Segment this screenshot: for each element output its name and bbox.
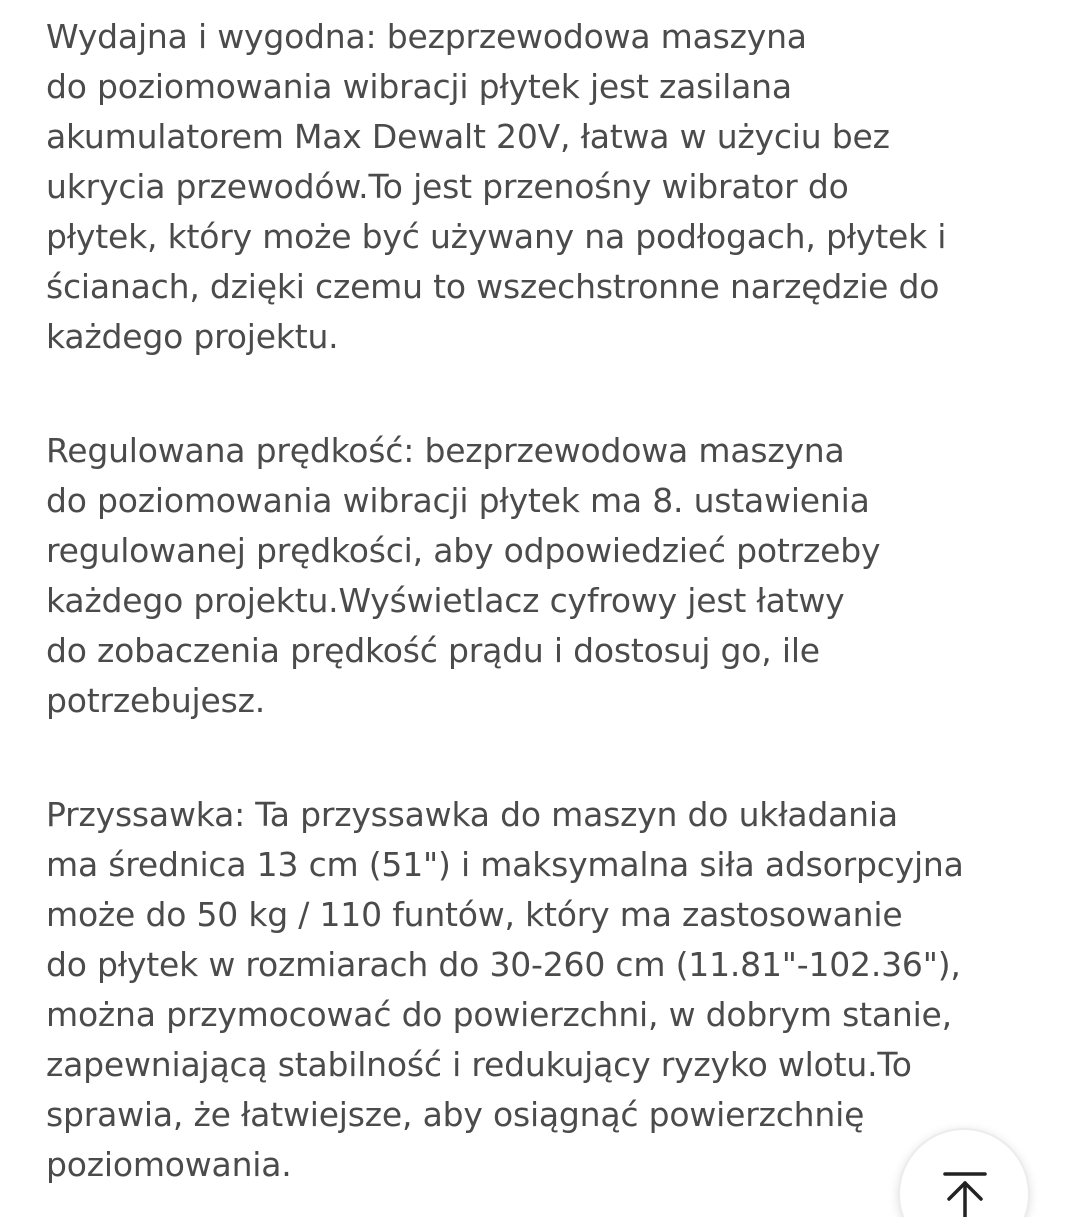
description-paragraph-efficient (46, 12, 1046, 362)
text-line: ma średnica 13 cm (51") i maksymalna siła adsorpcyjna (46, 845, 964, 884)
paragraph-spacer (46, 362, 1046, 426)
text-line: do poziomowania wibracji płytek ma 8. ustawienia (46, 481, 870, 520)
text-line: ścianach, dzięki czemu to wszechstronne narzędzie do (46, 267, 940, 306)
text-line: do zobaczenia prędkość prądu i dostosuj go, ile (46, 631, 820, 670)
text-line: regulowanej prędkości, aby odpowiedzieć potrzeby (46, 531, 881, 570)
text-line: sprawia, że łatwiejsze, aby osiągnąć powierzchnię (46, 1095, 865, 1134)
arrow-up-to-top-icon (940, 1170, 990, 1217)
text-line: może do 50 kg / 110 funtów, który ma zastosowanie (46, 895, 903, 934)
text-line: do poziomowania wibracji płytek jest zasilana (46, 67, 792, 106)
product-description (46, 12, 1046, 1190)
text-line: każdego projektu. (46, 317, 339, 356)
text-line: każdego projektu.Wyświetlacz cyfrowy jest łatwy (46, 581, 845, 620)
text-line: można przymocować do powierzchni, w dobrym stanie, (46, 995, 952, 1034)
text-line: płytek, który może być używany na podłogach, płytek i (46, 217, 947, 256)
description-paragraph-speed (46, 426, 1046, 726)
text-line: akumulatorem Max Dewalt 20V, łatwa w użyciu bez (46, 117, 890, 156)
text-line: potrzebujesz. (46, 681, 266, 720)
text-line: Wydajna i wygodna: bezprzewodowa maszyna (46, 17, 807, 56)
description-paragraph-suction-cup (46, 790, 1046, 1190)
text-line: Przyssawka: Ta przyssawka do maszyn do układania (46, 795, 898, 834)
text-line: zapewniającą stabilność i redukujący ryzyko wlotu.To (46, 1045, 912, 1084)
text-line: poziomowania. (46, 1145, 292, 1184)
text-line: Regulowana prędkość: bezprzewodowa maszyna (46, 431, 845, 470)
text-line: ukrycia przewodów.To jest przenośny wibrator do (46, 167, 849, 206)
text-line: do płytek w rozmiarach do 30-260 cm (11.81"-102.36"), (46, 945, 961, 984)
paragraph-spacer (46, 726, 1046, 790)
